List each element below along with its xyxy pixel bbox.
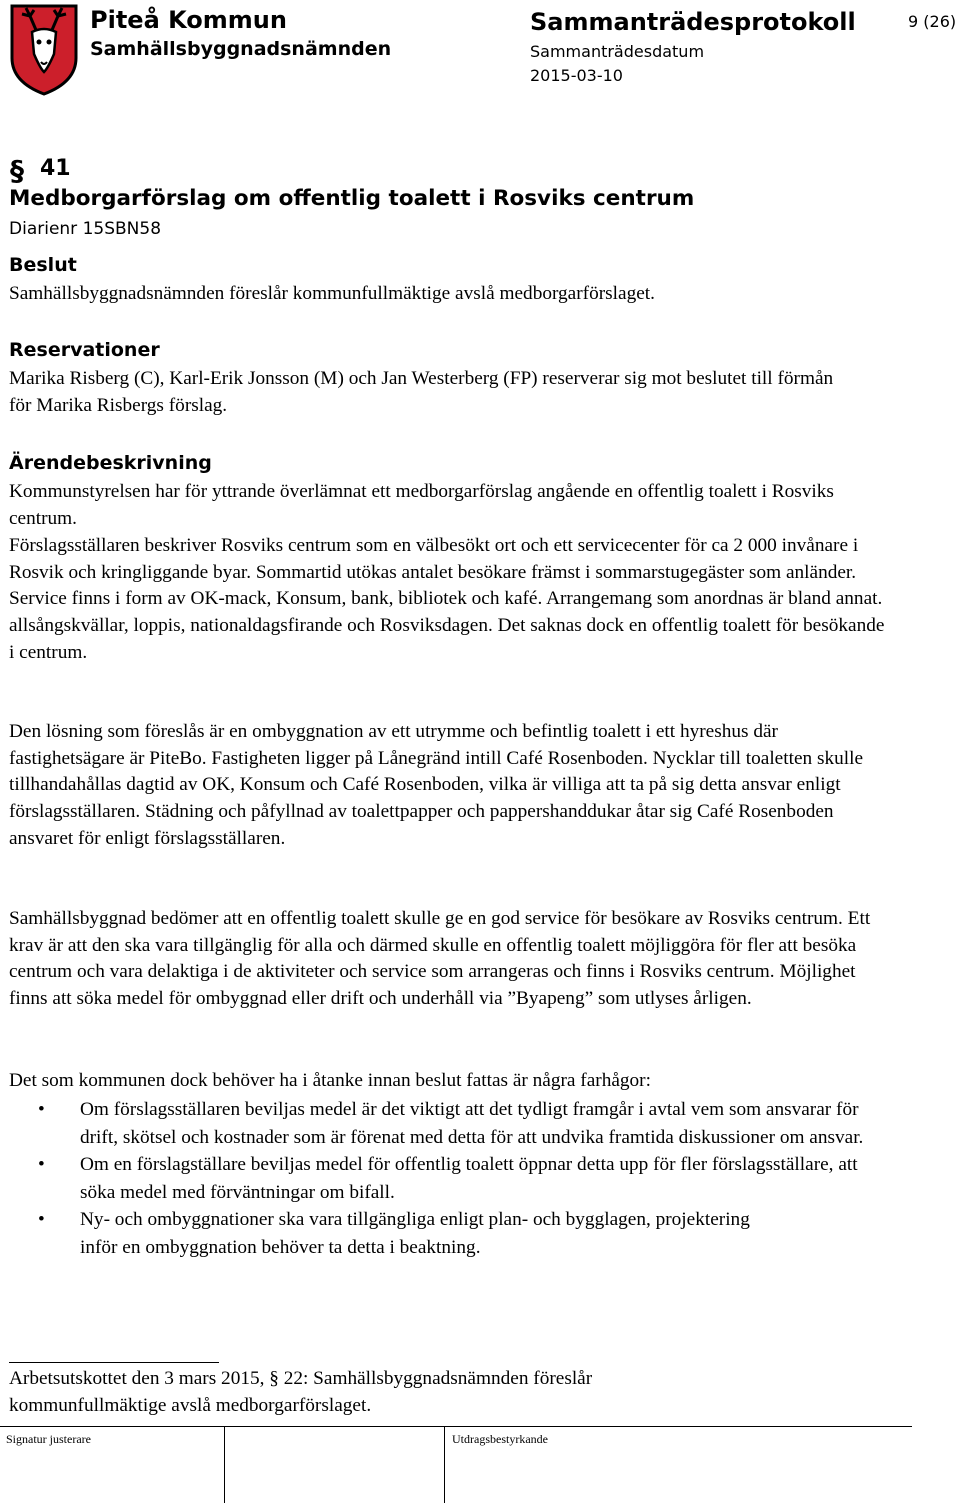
list-item: • Om en förslagställare beviljas medel för offentlig toalett öppnar detta upp för fler förslagsställare, att söka medel med förväntningar om bifall. (0, 1151, 860, 1206)
footnote-divider (9, 1362, 219, 1363)
meeting-date: 2015-03-10 (530, 66, 623, 85)
arende-paragraph-3: Den lösning som föreslås är en ombyggnation av ett utrymme och befintlig toalett i ett hyreshus där fastighetsägare är PiteBo. Fastigheten ligger på Lånegränd intill Café Rosenboden. Nycklar till toaletten skulle tillhandahållas dagtid av OK, Konsum och Café Rosenboden, vilka är villiga att ta på sig detta ansvar enligt förslagsställaren. Städning och påfyllnad av toalettpapper och pappershanddukar åtar sig Café Rosenboden ansvaret för enligt förslagsställaren. (9, 721, 864, 849)
signature-box-divider (444, 1426, 445, 1503)
section-number: 41 (40, 156, 71, 181)
signature-box-divider (224, 1426, 225, 1503)
arende-paragraph-4: Samhällsbyggnad bedömer att en offentlig toalett skulle ge en god service för besökare av Rosviks centrum. Ett krav är att den ska vara tillgänglig för alla och därmed skulle en offentlig toalett möjliggöra för fler att besöka centrum och vara delaktiga i de aktiviteter och service som arrangeras och finns i Rosviks centrum. Möjlighet finns att söka medel för ombyggnad eller drift och underhåll via ”Byapeng” som utlyses årligen. (9, 908, 871, 1010)
beslut-heading: Beslut (9, 254, 77, 276)
list-item: • Om förslagsställaren beviljas medel är det viktigt att det tydligt framgår i avtal vem som ansvarar för drift, skötsel och kostnader som är förenat med detta för att undvika framtida diskussioner om ansvar. (0, 1096, 880, 1151)
paragraph-sign: § (10, 154, 24, 187)
bullet-icon: • (38, 1099, 45, 1120)
reservationer-text: Marika Risberg (C), Karl-Erik Jonsson (M) och Jan Westerberg (FP) reserverar sig mot beslutet till förmån för Marika Risbergs förslag. (9, 368, 834, 416)
list-item: • Ny- och ombyggnationer ska vara tillgängliga enligt plan- och bygglagen, projektering inför en ombyggnation behöver ta detta i beaktning. (0, 1206, 790, 1261)
bullet-icon: • (38, 1209, 45, 1231)
reindeer-coat-of-arms-icon (8, 2, 80, 96)
signature-divider (0, 1426, 912, 1427)
page-number: 9 (26) (908, 12, 957, 31)
reservationer-heading: Reservationer (9, 339, 160, 361)
section-title: Medborgarförslag om offentlig toalett i Rosviks centrum (9, 186, 695, 211)
utdragsbestyrkande-label: Utdragsbestyrkande (452, 1432, 548, 1446)
arende-paragraph-1: Kommunstyrelsen har för yttrande överlämnat ett medborgarförslag angående en offentlig toalett i Rosviks centrum. (9, 481, 834, 529)
beslut-text: Samhällsbyggnadsnämnden föreslår kommunfullmäktige avslå medborgarförslaget. (9, 283, 655, 304)
document-title: Sammanträdesprotokoll (530, 8, 856, 36)
department-name: Samhällsbyggnadsnämnden (90, 38, 392, 60)
signatur-justerare-label: Signatur justerare (6, 1432, 91, 1446)
bullet-icon: • (38, 1154, 45, 1176)
organization-name: Piteå Kommun (90, 6, 287, 34)
meeting-date-label: Sammanträdesdatum (530, 42, 705, 61)
arende-paragraph-5: Det som kommunen dock behöver ha i åtanke innan beslut fattas är några farhågor: (9, 1070, 651, 1091)
arendebeskrivning-heading: Ärendebeskrivning (9, 452, 212, 474)
concern-list (0, 1096, 940, 1262)
arende-paragraph-2: Förslagsställaren beskriver Rosviks centrum som en välbesökt ort och ett servicecenter för ca 2 000 invånare i Rosvik och kringliggande byar. Sommartid utökas antalet besökare främst i sommarstugegäster som anländer. Service finns i form av OK-mack, Konsum, bank, bibliotek och kafé. Arrangemang som anordnas är bland annat. allsångskvällar, loppis, nationaldagsfirande och Rosviksdagen. Det saknas dock en offentlig toalett för besökande i centrum. (9, 535, 885, 663)
footnote-text: Arbetsutskottet den 3 mars 2015, § 22: Samhällsbyggnadsnämnden föreslår kommunfullmäktige avslå medborgarförslaget. (9, 1368, 593, 1416)
diarienummer: Diarienr 15SBN58 (9, 219, 162, 239)
